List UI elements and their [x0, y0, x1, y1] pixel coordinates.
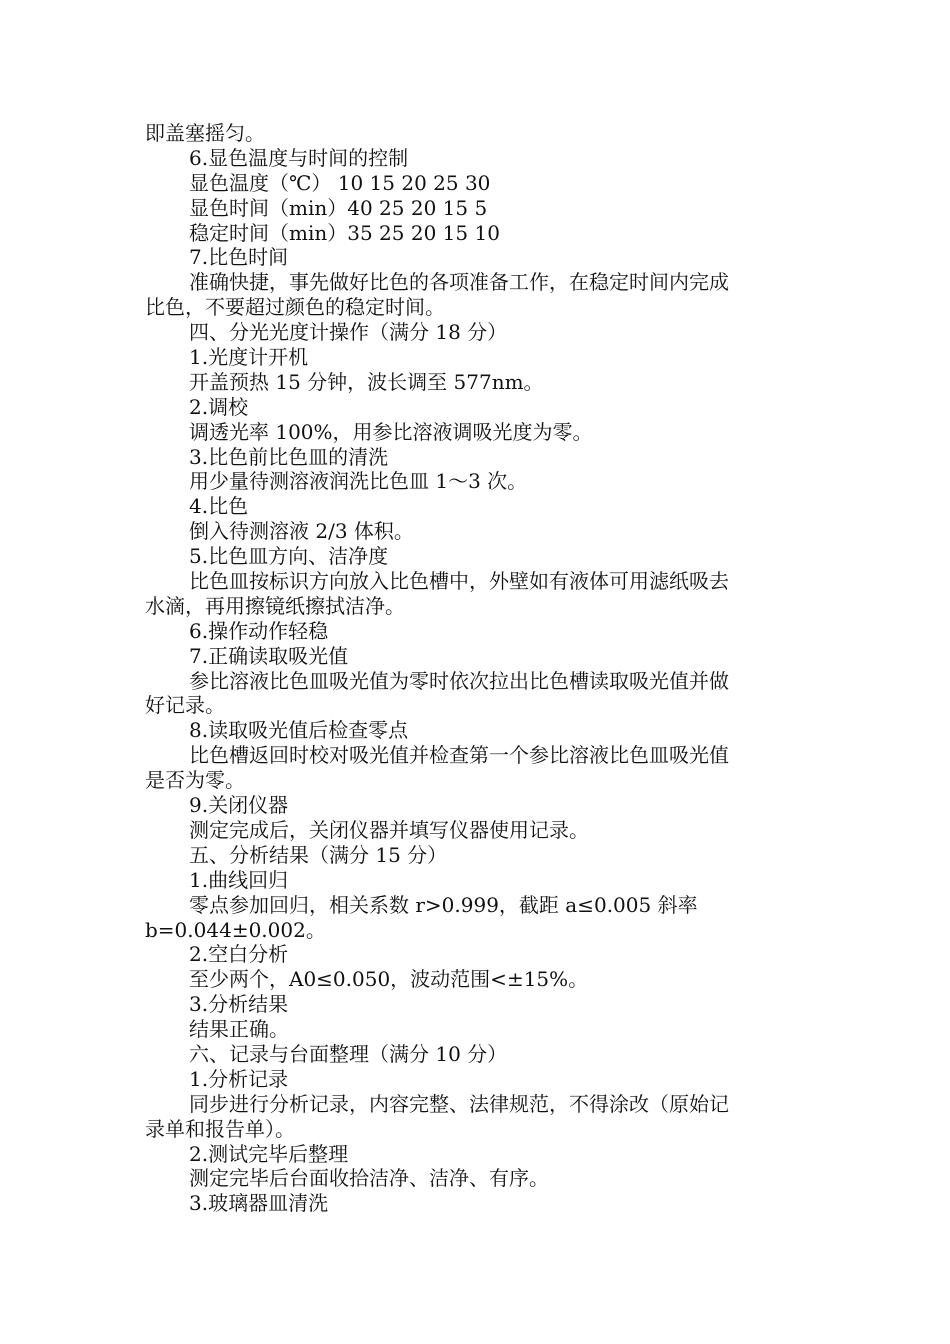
text-line: 1.曲线回归	[189, 867, 289, 892]
text-line: 3.玻璃器皿清洗	[189, 1191, 329, 1216]
text-line: 五、分析结果（满分 15 分）	[189, 842, 448, 867]
text-line: 3.分析结果	[189, 992, 289, 1017]
document-page	[145, 121, 805, 1216]
text-line: 1.光度计开机	[189, 345, 309, 370]
text-line: 2.空白分析	[189, 942, 289, 967]
text-line: 9.关闭仪器	[189, 793, 289, 818]
text-line: 是否为零。	[145, 768, 245, 793]
text-line: 3.比色前比色皿的清洗	[189, 444, 389, 469]
text-line: 显色时间（min）40 25 20 15 5	[189, 195, 488, 220]
text-line: 倒入待测溶液 2/3 体积。	[189, 519, 414, 544]
text-line: 2.测试完毕后整理	[189, 1141, 349, 1166]
text-line: 1.分析记录	[189, 1066, 289, 1091]
text-line: 参比溶液比色皿吸光值为零时依次拉出比色槽读取吸光值并做	[189, 668, 729, 693]
text-line: 比色槽返回时校对吸光值并检查第一个参比溶液比色皿吸光值	[189, 743, 729, 768]
text-line: 4.比色	[189, 494, 249, 519]
text-line: 6.操作动作轻稳	[189, 618, 329, 643]
text-line: 显色温度（℃） 10 15 20 25 30	[189, 170, 491, 195]
text-line: 2.调校	[189, 394, 249, 419]
text-line: 准确快捷，事先做好比色的各项准备工作，在稳定时间内完成	[189, 270, 729, 295]
text-line: 比色，不要超过颜色的稳定时间。	[145, 295, 445, 320]
text-line: 测定完毕后台面收拾洁净、洁净、有序。	[189, 1166, 549, 1191]
text-line: b=0.044±0.002。	[145, 917, 326, 942]
text-line: 至少两个，A0≤0.050，波动范围<±15%。	[189, 967, 589, 992]
text-line: 同步进行分析记录，内容完整、法律规范，不得涂改（原始记	[189, 1091, 729, 1116]
text-line: 零点参加回归，相关系数 r>0.999，截距 a≤0.005 斜率	[189, 892, 698, 917]
text-line: 六、记录与台面整理（满分 10 分）	[189, 1041, 508, 1066]
text-line: 四、分光光度计操作（满分 18 分）	[189, 320, 508, 345]
text-line: 调透光率 100%，用参比溶液调吸光度为零。	[189, 419, 593, 444]
text-line: 5.比色皿方向、洁净度	[189, 544, 389, 569]
text-line: 比色皿按标识方向放入比色槽中，外壁如有液体可用滤纸吸去	[189, 569, 729, 594]
text-line: 结果正确。	[189, 1017, 289, 1042]
text-line: 开盖预热 15 分钟，波长调至 577nm。	[189, 369, 544, 394]
text-line: 录单和报告单）。	[145, 1116, 295, 1141]
text-line: 6.显色温度与时间的控制	[189, 145, 409, 170]
text-line: 水滴，再用擦镜纸擦拭洁净。	[145, 593, 405, 618]
text-line: 测定完成后，关闭仪器并填写仪器使用记录。	[189, 817, 589, 842]
text-line: 好记录。	[145, 693, 225, 718]
text-line: 7.比色时间	[189, 245, 289, 270]
text-line: 稳定时间（min）35 25 20 15 10	[189, 220, 500, 245]
text-line: 用少量待测溶液润洗比色皿 1～3 次。	[189, 469, 528, 494]
text-line: 7.正确读取吸光值	[189, 643, 349, 668]
text-line: 即盖塞摇匀。	[145, 121, 265, 145]
text-line: 8.读取吸光值后检查零点	[189, 718, 409, 743]
